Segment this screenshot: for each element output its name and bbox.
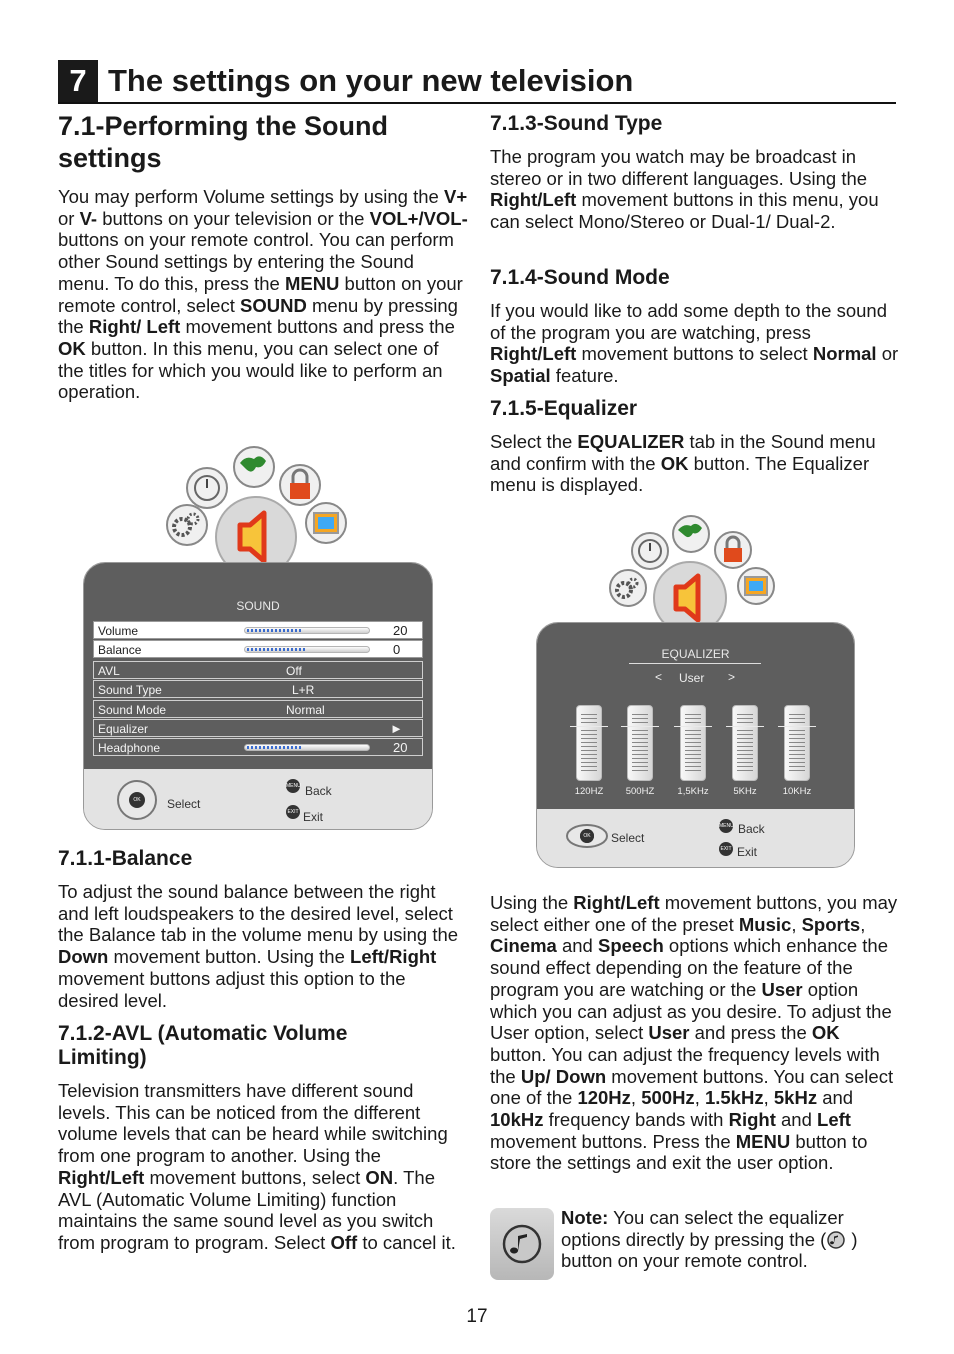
equalizer-menu-heading: EQUALIZER	[661, 647, 730, 661]
row-value: Normal	[286, 703, 325, 717]
text-run: feature.	[550, 365, 619, 387]
note-text-before: You can select the equalizer options directly by pressing the (	[561, 1207, 844, 1250]
eq-level-marker	[570, 726, 608, 727]
row-label: Sound Mode	[98, 703, 167, 717]
note-section	[561, 1207, 901, 1272]
chapter-header	[58, 58, 896, 104]
clock-icon	[187, 468, 227, 508]
text-run: movement buttons to select	[576, 343, 813, 365]
intro-paragraph	[58, 186, 468, 403]
text-run: button to store the settings and exit the user option.	[490, 1130, 868, 1174]
select-legend: Select	[167, 797, 201, 811]
text-run: movement buttons, you may select either one of the preset	[490, 892, 898, 935]
eq-slider-5khz[interactable]	[732, 705, 758, 781]
level-bar-fill	[247, 648, 307, 651]
row-value: ►	[390, 721, 403, 736]
text-run: button. You can adjust the frequency levels with the	[490, 1043, 880, 1087]
equalizer-section	[490, 397, 900, 496]
preset-next-arrow[interactable]: >	[728, 670, 736, 684]
eq-slider-15khz[interactable]	[680, 705, 706, 781]
bold-term: Down	[58, 946, 109, 968]
text-run: and	[775, 1109, 818, 1131]
text-run: options which enhance the sound effect depending on the feature of the program you are watching or the	[490, 935, 889, 1000]
text-run: button. The Equalizer menu is displayed.	[490, 452, 870, 496]
text-run: or	[58, 207, 80, 229]
note-text-after: ) button on your remote control.	[561, 1228, 858, 1272]
lock-icon	[280, 465, 320, 505]
select-legend: Select	[611, 831, 645, 845]
exit-legend: Exit	[737, 845, 758, 859]
sound-row-sound-mode[interactable]	[93, 700, 423, 718]
bold-term: OK	[811, 1022, 840, 1044]
page-number: 17	[466, 1306, 488, 1327]
bold-term: Sports	[801, 913, 861, 935]
eq-band-label: 500HZ	[625, 786, 655, 797]
section-title: 7.1-Performing the Sound settings	[58, 111, 389, 173]
preset-value: User	[679, 671, 705, 685]
sound-menu-icons	[160, 445, 360, 580]
bold-term: SOUND	[240, 294, 307, 316]
text-run: buttons on your television or the	[97, 207, 370, 229]
globe-icon	[234, 447, 274, 487]
text-run: movement buttons in this menu, you can select Mono/Stereo or Dual-1/ Dual-2.	[490, 189, 879, 233]
bold-term: OK	[58, 337, 86, 359]
bold-term: MENU	[284, 272, 340, 294]
gear-icon	[167, 505, 207, 545]
text-run: frequency bands with	[543, 1109, 729, 1131]
bold-term: Left	[817, 1109, 851, 1131]
sound-menu-heading: SOUND	[236, 599, 280, 613]
sound-mode-section	[490, 266, 900, 387]
balance-paragraph	[58, 881, 468, 1011]
text-run: ,	[791, 913, 802, 935]
sound-row-headphone[interactable]	[93, 738, 423, 756]
bold-term: User	[761, 978, 803, 1000]
row-value: 20	[393, 740, 408, 755]
eq-level-marker	[778, 726, 816, 727]
eq-band-label: 10KHz	[782, 786, 812, 797]
bold-term: Spatial	[490, 365, 551, 387]
exit-button-icon: EXIT	[719, 842, 733, 856]
preset-prev-arrow[interactable]: <	[655, 670, 663, 684]
text-run: movement buttons and press the	[180, 316, 455, 338]
equalizer-menu	[536, 622, 855, 868]
text-run: Television transmitters have different sound levels. This can be noticed from the different volume levels that can be heard while switching from one program to another. Using the	[58, 1080, 448, 1167]
text-run: ,	[630, 1087, 642, 1109]
bold-term: Right	[728, 1109, 776, 1131]
picture-icon	[738, 568, 774, 604]
sound-mode-title: 7.1.4-Sound Mode	[490, 266, 670, 289]
text-run: ,	[763, 1087, 774, 1109]
row-label: Equalizer	[98, 722, 149, 736]
text-run: tab in the Sound menu and confirm with the	[490, 431, 876, 474]
text-run: button. In this menu, you can select one of the titles for which you would like to perform an operation.	[58, 337, 443, 403]
sound-mode-paragraph	[490, 300, 900, 387]
globe-icon	[673, 516, 709, 552]
bold-term: 10kHz	[490, 1109, 544, 1131]
text-run: Using the	[490, 892, 574, 913]
eq-slider-120hz[interactable]	[576, 705, 602, 781]
row-label: Volume	[98, 624, 139, 638]
text-run: If you would like to add some depth to the sound of the program you are watching, press	[490, 300, 887, 343]
text-run: or	[876, 343, 899, 365]
eq-band-label: 120HZ	[574, 786, 604, 797]
menu-button-icon: MENU	[286, 779, 300, 793]
bold-term: Music	[738, 913, 792, 935]
balance-title: 7.1.1-Balance	[58, 847, 193, 870]
bold-term: Off	[330, 1231, 358, 1253]
level-bar-fill	[247, 629, 301, 632]
level-bar[interactable]	[244, 744, 370, 751]
bold-term: MENU	[735, 1130, 791, 1152]
ok-button-icon: OK	[580, 829, 594, 843]
chapter-title: The settings on your new television	[108, 63, 634, 98]
row-value: 0	[393, 642, 401, 657]
note-label: Note:	[561, 1207, 609, 1228]
sound-row-sound-type[interactable]	[93, 680, 423, 698]
eq-band-label: 1,5KHz	[677, 786, 709, 797]
text-run: movement button. Using the	[108, 946, 351, 968]
sound-row-volume[interactable]	[93, 621, 423, 639]
equalizer-usage-paragraph	[490, 892, 900, 1174]
avl-section	[58, 1022, 468, 1254]
note-box	[490, 1208, 554, 1280]
equalizer-menu-panel	[537, 623, 854, 809]
heading-divider	[629, 663, 761, 664]
bold-term: 1.5kHz	[704, 1087, 764, 1109]
text-run: and	[556, 935, 598, 957]
bold-term: V+	[443, 186, 468, 207]
bold-term: Right/Left	[490, 343, 577, 365]
gear-icon	[610, 570, 646, 606]
text-run: option which you can adjust as you desire. To adjust the User option, select	[490, 978, 892, 1044]
bold-term: Cinema	[490, 935, 557, 957]
sound-menu-legend	[84, 769, 432, 830]
text-run: The program you watch may be broadcast in stereo or in two different languages. Using the	[490, 146, 868, 189]
text-run: and press the	[689, 1022, 812, 1044]
text-run: buttons on your remote control. You can perform other Sound settings by entering the Sound menu. To do this, press the	[58, 229, 454, 294]
picture-icon	[306, 503, 346, 543]
bold-term: 5kHz	[773, 1087, 818, 1109]
text-run: and	[817, 1087, 854, 1109]
bold-term: 500Hz	[641, 1087, 695, 1109]
text-run: button on your remote control, select	[58, 272, 463, 316]
sound-type-paragraph	[490, 146, 900, 233]
text-run: menu by pressing the	[58, 294, 458, 338]
clock-icon	[632, 533, 668, 569]
bold-term: VOL+/VOL-	[369, 207, 468, 229]
eq-level-marker	[726, 726, 764, 727]
bold-term: OK	[660, 452, 689, 474]
exit-button-icon: EXIT	[286, 805, 300, 819]
sound-row-balance[interactable]	[93, 640, 423, 658]
text-run: You may perform Volume settings by using the	[58, 186, 444, 207]
row-label: Balance	[98, 643, 142, 657]
menu-button-icon: MENU	[719, 819, 733, 833]
text-run: movement buttons adjust this option to the desired level.	[58, 967, 406, 1011]
sound-row-avl[interactable]	[93, 661, 423, 679]
text-run: ,	[860, 913, 866, 935]
bold-term: EQUALIZER	[577, 431, 685, 452]
equalizer-title: 7.1.5-Equalizer	[490, 397, 638, 420]
level-bar-fill	[247, 746, 301, 749]
text-run: movement buttons. You can select one of the	[490, 1065, 894, 1109]
bold-term: Right/ Left	[88, 316, 181, 338]
row-label: Sound Type	[98, 683, 162, 697]
eq-slider-10khz[interactable]	[784, 705, 810, 781]
bold-term: ON	[365, 1166, 394, 1188]
text-run: To adjust the sound balance between the right and left loudspeakers to the desired level, select the Balance tab in the volume menu by using the	[58, 881, 459, 946]
left-column	[58, 110, 468, 403]
text-run: . The AVL (Automatic Volume Limiting) function maintains the same sound level as you switch from program to program. Select	[58, 1166, 435, 1253]
sound-type-section	[490, 112, 900, 233]
bold-term: V-	[79, 207, 98, 229]
ok-button-icon: OK	[130, 793, 144, 807]
bold-term: Left/Right	[350, 946, 437, 968]
sound-type-title: 7.1.3-Sound Type	[490, 112, 663, 135]
balance-section	[58, 847, 468, 1011]
equalizer-menu-icons	[600, 514, 780, 636]
text-run: ,	[694, 1087, 705, 1109]
row-label: Headphone	[98, 741, 161, 755]
eq-level-marker	[674, 726, 712, 727]
row-value: 20	[393, 623, 408, 638]
row-value: L+R	[292, 683, 315, 697]
bold-term: Right/Left	[490, 189, 577, 211]
bold-term: 120Hz	[577, 1087, 631, 1109]
avl-title: 7.1.2-AVL (Automatic Volume Limiting)	[58, 1022, 348, 1069]
sound-row-equalizer[interactable]	[93, 719, 423, 737]
chapter-number: 7	[58, 60, 98, 102]
bold-term: Normal	[812, 343, 877, 365]
row-label: AVL	[98, 664, 120, 678]
bold-term: Up/ Down	[520, 1065, 607, 1087]
bold-term: User	[648, 1022, 690, 1044]
level-bar[interactable]	[244, 627, 370, 634]
text-run: Select the	[490, 431, 578, 452]
eq-band-label: 5KHz	[733, 786, 757, 797]
avl-paragraph	[58, 1080, 468, 1254]
back-legend: Back	[305, 784, 332, 798]
bold-term: Speech	[597, 935, 664, 957]
exit-legend: Exit	[303, 810, 324, 824]
eq-slider-500hz[interactable]	[627, 705, 653, 781]
bold-term: Right/Left	[573, 892, 660, 913]
sound-menu	[83, 562, 433, 830]
music-note-icon	[502, 1224, 542, 1264]
equalizer-menu-legend	[537, 809, 854, 868]
equalizer-usage	[490, 892, 900, 1174]
bold-term: Right/Left	[58, 1166, 145, 1188]
eq-level-marker	[621, 726, 659, 727]
text-run: to cancel it.	[357, 1231, 456, 1253]
back-legend: Back	[738, 822, 765, 836]
text-run: movement buttons. Press the	[490, 1130, 736, 1152]
equalizer-button-icon	[826, 1231, 846, 1249]
row-value: Off	[286, 664, 302, 678]
lock-icon	[715, 532, 751, 568]
text-run: movement buttons, select	[144, 1166, 366, 1188]
equalizer-paragraph	[490, 431, 900, 496]
level-bar[interactable]	[244, 646, 370, 653]
